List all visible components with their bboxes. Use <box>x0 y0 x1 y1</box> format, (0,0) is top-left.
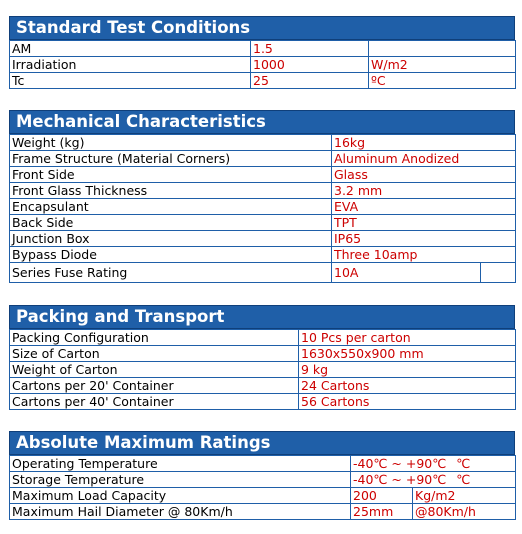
row-label: Maximum Load Capacity <box>10 488 351 504</box>
row-label: Packing Configuration <box>10 330 299 346</box>
row-value <box>351 472 516 488</box>
row-label: Cartons per 40' Container <box>10 394 299 410</box>
row-value: 25mm <box>351 504 413 520</box>
row-label: Front Glass Thickness <box>10 183 332 199</box>
table-row <box>10 472 516 488</box>
table-row <box>10 247 516 263</box>
table-row <box>10 199 516 215</box>
row-value: EVA <box>332 199 516 215</box>
row-label: Maximum Hail Diameter @ 80Km/h <box>10 504 351 520</box>
row-value-range: -40℃ ~ +90℃ <box>353 472 447 487</box>
row-value: Aluminum Anodized <box>332 151 516 167</box>
row-empty-cell <box>481 263 516 283</box>
row-label: Cartons per 20' Container <box>10 378 299 394</box>
table-row <box>10 456 516 472</box>
row-unit <box>369 41 516 57</box>
row-value: Three 10amp <box>332 247 516 263</box>
row-label: Junction Box <box>10 231 332 247</box>
row-label: Weight of Carton <box>10 362 299 378</box>
packing-and-transport-panel <box>9 305 515 410</box>
row-unit: ºC <box>369 73 516 89</box>
table-row <box>10 57 516 73</box>
row-value: 10 Pcs per carton <box>299 330 516 346</box>
row-unit: @80Km/h <box>413 504 516 520</box>
mechanical-characteristics-table <box>9 134 516 283</box>
row-value <box>351 456 516 472</box>
row-unit: ℃ <box>456 472 471 487</box>
row-label: AM <box>10 41 251 57</box>
row-value: 56 Cartons <box>299 394 516 410</box>
table-row <box>10 167 516 183</box>
table-row <box>10 346 516 362</box>
table-row <box>10 231 516 247</box>
row-label: Frame Structure (Material Corners) <box>10 151 332 167</box>
section-title: Absolute Maximum Ratings <box>9 431 515 455</box>
row-value: IP65 <box>332 231 516 247</box>
row-value: 200 <box>351 488 413 504</box>
row-label: Front Side <box>10 167 332 183</box>
table-row <box>10 394 516 410</box>
row-value: 16kg <box>332 135 516 151</box>
row-label: Encapsulant <box>10 199 332 215</box>
row-value: 25 <box>251 73 369 89</box>
absolute-maximum-ratings-panel <box>9 431 515 520</box>
table-row <box>10 488 516 504</box>
row-label: Series Fuse Rating <box>10 263 332 283</box>
row-value: 3.2 mm <box>332 183 516 199</box>
row-label: Operating Temperature <box>10 456 351 472</box>
table-row <box>10 362 516 378</box>
row-value: 9 kg <box>299 362 516 378</box>
table-row <box>10 73 516 89</box>
row-unit: W/m2 <box>369 57 516 73</box>
row-label: Bypass Diode <box>10 247 332 263</box>
row-value: TPT <box>332 215 516 231</box>
table-row <box>10 151 516 167</box>
row-value: 10A <box>332 263 481 283</box>
row-unit: ℃ <box>456 456 471 471</box>
row-label: Weight (kg) <box>10 135 332 151</box>
row-label: Tc <box>10 73 251 89</box>
table-row <box>10 504 516 520</box>
table-row <box>10 183 516 199</box>
packing-and-transport-table <box>9 329 516 410</box>
row-label: Size of Carton <box>10 346 299 362</box>
row-value: 1.5 <box>251 41 369 57</box>
row-value: Glass <box>332 167 516 183</box>
row-label: Back Side <box>10 215 332 231</box>
standard-test-conditions-table <box>9 40 516 89</box>
row-value-range: -40℃ ~ +90℃ <box>353 456 447 471</box>
row-value: 1630x550x900 mm <box>299 346 516 362</box>
row-value: 1000 <box>251 57 369 73</box>
standard-test-conditions-panel <box>9 16 515 89</box>
row-label: Storage Temperature <box>10 472 351 488</box>
table-row <box>10 215 516 231</box>
section-title: Standard Test Conditions <box>9 16 515 40</box>
table-row <box>10 378 516 394</box>
row-label: Irradiation <box>10 57 251 73</box>
row-unit: Kg/m2 <box>413 488 516 504</box>
table-row <box>10 135 516 151</box>
row-value: 24 Cartons <box>299 378 516 394</box>
section-title: Packing and Transport <box>9 305 515 329</box>
table-row <box>10 41 516 57</box>
mechanical-characteristics-panel <box>9 110 515 283</box>
table-row <box>10 263 516 283</box>
absolute-maximum-ratings-table <box>9 455 516 520</box>
section-title: Mechanical Characteristics <box>9 110 515 134</box>
table-row <box>10 330 516 346</box>
